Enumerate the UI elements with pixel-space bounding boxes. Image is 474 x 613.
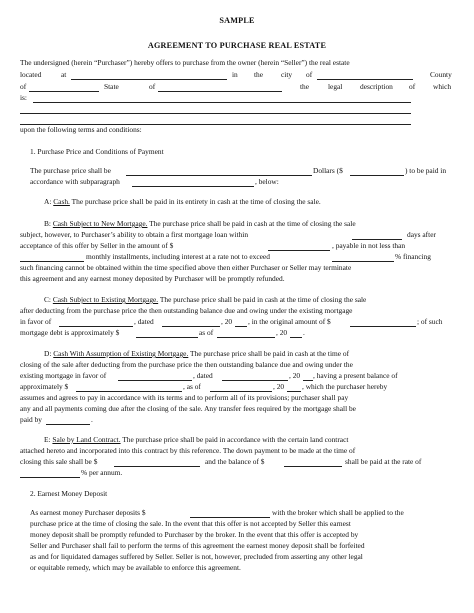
paragraph-d-line-3b: , dated (193, 371, 213, 380)
paragraph-d-title: Cash With Assumption of Existing Mortgage. (53, 349, 189, 358)
intro-is: is: (20, 93, 27, 102)
paragraph-a (44, 198, 321, 205)
intro-located: located (20, 70, 42, 79)
intro-the-2: the (300, 82, 310, 91)
paragraph-b-line-3b: , payable in not less than (332, 241, 406, 250)
intro-the: the (254, 70, 264, 79)
paragraph-e-line-3a: closing this sale shall be $ (20, 457, 98, 466)
existing-mortgage-year-blank[interactable] (235, 326, 247, 327)
paragraph-c-text-1: The purchase price shall be paid in cash at the time of closing the sale (158, 295, 367, 304)
paragraph-b-line-4b: % financing (395, 252, 431, 261)
section-2-line-6: or equitable remedy, which may be available to enforce this agreement. (30, 563, 241, 572)
mortgage-days-blank[interactable] (352, 239, 402, 240)
mortgage-debt-year-blank[interactable] (290, 337, 302, 338)
paragraph-c-line-4c: , 20 (276, 328, 288, 337)
intro-description: description (360, 82, 393, 91)
mortgage-debt-blank[interactable] (136, 337, 198, 338)
assumed-mortgage-date-blank[interactable] (222, 380, 288, 381)
installments-count-blank[interactable] (20, 261, 84, 262)
down-payment-blank[interactable] (114, 466, 200, 467)
paragraph-d-line-4d: , which the purchaser hereby (302, 382, 388, 391)
intro-terms: upon the following terms and conditions: (20, 125, 142, 134)
existing-mortgage-date-blank[interactable] (162, 326, 220, 327)
intro-of-state: of (149, 82, 156, 91)
paragraph-d-line-7b: . (91, 415, 93, 424)
paragraph-d-line-6: any and all payments coming due after the closing of the sale. Any transfer fees required by the mortgage shall be (20, 404, 356, 413)
paragraph-d-line-2: closing of the sale after deducting from the purchase price the then outstanding balance due and owing under the (20, 360, 353, 369)
intro-of: of (306, 70, 313, 79)
intro-line-1: The undersigned (herein “Purchaser”) hereby offers to purchase from the owner (herein “Seller”) the real estate (20, 58, 350, 67)
section-2-heading: 2. Earnest Money Deposit (30, 489, 108, 498)
intro-county: County (430, 70, 452, 79)
legal-description-blank-2[interactable] (20, 113, 411, 114)
intro-of-2: of (409, 82, 416, 91)
paragraph-c-line-3b: , dated (134, 317, 154, 326)
intro-legal: legal (328, 82, 343, 91)
paragraph-d-line-7a: paid by (20, 415, 42, 424)
intro-of-county: of (20, 82, 27, 91)
legal-description-blank-1[interactable] (33, 102, 411, 103)
paragraph-c-line-2: after deducting from the purchase price the then outstanding balance due and owing under the existing mortgage (20, 306, 353, 315)
section-2-line-2: purchase price at the time of closing the sale. In the event that this offer is not accepted by Seller this earnest (30, 519, 351, 528)
mortgage-amount-blank[interactable] (268, 250, 330, 251)
county-blank[interactable] (29, 91, 99, 92)
paragraph-c-line-4d: . (303, 328, 305, 337)
existing-mortgage-holder-blank[interactable] (59, 326, 133, 327)
to-be-paid-label: ) to be paid in (405, 166, 447, 175)
mortgage-debt-date-blank[interactable] (217, 337, 275, 338)
paragraph-c-line-1 (44, 296, 366, 303)
section-2-line-1b: with the broker which shall be applied to the (272, 508, 404, 517)
purchase-price-amount-blank[interactable] (350, 175, 404, 176)
paragraph-e-line-4: % per annum. (81, 468, 123, 477)
paragraph-d-line-4c: , 20 (273, 382, 285, 391)
present-balance-year-blank[interactable] (287, 391, 301, 392)
paragraph-c-line-3c: , 20 (221, 317, 233, 326)
paragraph-c-line-3e: ; of such (417, 317, 443, 326)
paragraph-c-title: Cash Subject to Existing Mortgage. (52, 295, 159, 304)
subparagraph-blank[interactable] (132, 186, 254, 187)
paragraph-b-line-5: such financing cannot be obtained within the time specified above then either Purchaser or Seller may terminate (20, 263, 352, 272)
section-2-line-1a: As earnest money Purchaser deposits $ (30, 508, 146, 517)
below-label: , below: (255, 177, 279, 186)
paragraph-b-line-4a: monthly installments, including interest at a rate not to exceed (86, 252, 270, 261)
paragraph-b-line-3a: acceptance of this offer by Seller in the amount of $ (20, 241, 174, 250)
paragraph-d-line-3d: , having a present balance of (313, 371, 398, 380)
transfer-fees-payer-blank[interactable] (46, 424, 90, 425)
intro-state: State (104, 82, 119, 91)
paragraph-d-line-3c: , 20 (289, 371, 301, 380)
interest-rate-per-annum-blank[interactable] (20, 477, 80, 478)
paragraph-a-title: Cash. (53, 197, 70, 206)
present-balance-date-blank[interactable] (210, 391, 272, 392)
paragraph-d-label: D: (44, 349, 54, 358)
paragraph-d-line-4b: , as of (183, 382, 201, 391)
paragraph-e-line-3c: shall be paid at the rate of (345, 457, 422, 466)
original-amount-blank[interactable] (350, 326, 416, 327)
subparagraph-label: accordance with subparagraph (30, 177, 120, 186)
city-blank[interactable] (317, 79, 413, 80)
assumed-mortgage-year-blank[interactable] (303, 380, 313, 381)
document-subtitle: AGREEMENT TO PURCHASE REAL ESTATE (147, 41, 327, 50)
section-2-line-5: as and for liquidated damages suffered by Seller. Seller is not, however, precluded from asserting any other legal (30, 552, 363, 561)
paragraph-b-line-6: this agreement and any earnest money deposited by Purchaser will be promptly refunded. (20, 274, 285, 283)
earnest-money-blank[interactable] (190, 517, 270, 518)
paragraph-e-line-1 (44, 436, 348, 443)
paragraph-c-line-3a: in favor of (20, 317, 52, 326)
paragraph-b-line-1 (44, 220, 356, 227)
section-1-heading: 1. Purchase Price and Conditions of Payment (30, 147, 164, 156)
present-balance-blank[interactable] (76, 391, 182, 392)
paragraph-c-line-4b: as of (199, 328, 214, 337)
paragraph-a-label: A: (44, 197, 54, 206)
paragraph-b-title: Cash Subject to New Mortgage. (52, 219, 148, 228)
paragraph-b-line-2a: subject, however, to Purchaser’s ability to obtain a first mortgage loan within (20, 230, 249, 239)
paragraph-c-line-3d: , in the original amount of $ (248, 317, 331, 326)
intro-city: city (281, 70, 293, 79)
paragraph-b-line-2b: days after (407, 230, 436, 239)
paragraph-e-label: E: (44, 435, 53, 444)
paragraph-c-line-4a: mortgage debt is approximately $ (20, 328, 120, 337)
paragraph-e-line-3b: and the balance of $ (205, 457, 265, 466)
section-2-line-4: Seller and Purchaser shall fail to perform the terms of this agreement the earnest money deposit shall be forfeited (30, 541, 365, 550)
section-2-line-3: money deposit shall be promptly refunded to Purchaser by the broker. In the event that this offer is accepted by (30, 530, 359, 539)
balance-blank[interactable] (284, 466, 342, 467)
paragraph-a-text: The purchase price shall be paid in its entirety in cash at the time of closing the sale. (69, 197, 321, 206)
paragraph-d-line-5: assumes and agrees to pay in accordance with its terms and to perform all of its provisions; purchaser shall pay (20, 393, 349, 402)
assumed-mortgage-holder-blank[interactable] (118, 380, 192, 381)
paragraph-b-text-1: The purchase price shall be paid in cash at the time of closing the sale (147, 219, 356, 228)
purchase-price-label: The purchase price shall be (30, 166, 111, 175)
paragraph-b-label: B: (44, 219, 53, 228)
paragraph-e-text-1: The purchase price shall be paid in accordance with the certain land contract (120, 435, 349, 444)
document-title: SAMPLE (219, 16, 255, 25)
intro-in: in (232, 70, 238, 79)
paragraph-e-line-2: attached hereto and incorporated into this contract by this reference. The down payment to be made at the time of (20, 446, 356, 455)
intro-at: at (61, 70, 67, 79)
paragraph-d-line-4a: approximately $ (20, 382, 69, 391)
paragraph-d-text-1: The purchase price shall be paid in cash at the time of (188, 349, 350, 358)
interest-rate-blank[interactable] (332, 261, 394, 262)
property-address-blank[interactable] (71, 79, 227, 80)
dollars-label: Dollars ($ (313, 166, 343, 175)
paragraph-e-title: Sale by Land Contract. (52, 435, 121, 444)
paragraph-d-line-3a: existing mortgage in favor of (20, 371, 107, 380)
intro-which: which (433, 82, 452, 91)
paragraph-d-line-1 (44, 350, 349, 357)
state-blank[interactable] (158, 91, 282, 92)
paragraph-c-label: C: (44, 295, 53, 304)
purchase-price-words-blank[interactable] (126, 175, 312, 176)
